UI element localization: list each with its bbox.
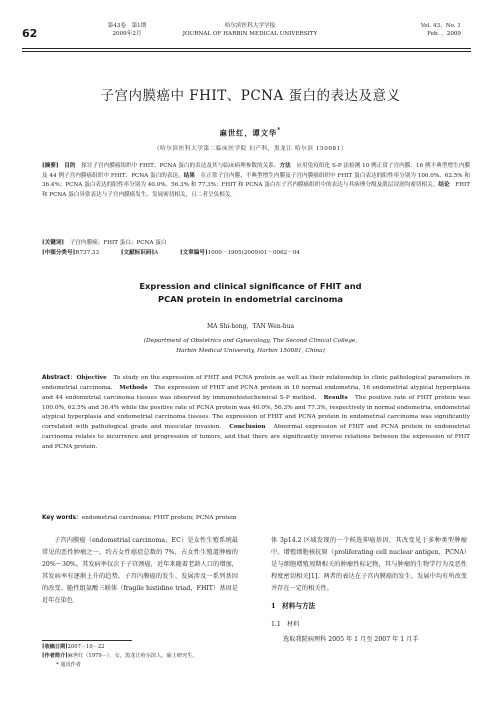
results-text: The positive rate of FHIT protein was 100.0%, 62.5% and 36.4% while the positive rate of PCNA protein was 40.0%, 56.3% and 77.3%, respectively in normal endometria, endometrial atypical hyperplasia and endometrial carcinoma tissues. The expression of FHIT and PCNA protein in endometrial carcinoma was significantly correlated with pathological grade and muscular invasion. bbox=[42, 394, 470, 431]
keywords-label-en: Key words： bbox=[42, 515, 82, 521]
footnote bbox=[42, 643, 238, 670]
doc-value: A bbox=[154, 250, 159, 256]
clc-value: R737.33 bbox=[75, 250, 100, 256]
corresponding-mark: * bbox=[277, 127, 282, 134]
header-rule-thin bbox=[22, 51, 471, 52]
methods-text: The expression of FHIT and PCNA protein in 10 normal endometria, 16 endometrial atypical hyperplasia and 44 endometrial carcinoma tissues was observed by immunohistochemical S-P method. bbox=[42, 384, 470, 401]
affiliation-english bbox=[0, 336, 501, 356]
section-heading: 1 材料与方法 bbox=[271, 602, 316, 610]
received-value: 2007－10－22 bbox=[67, 644, 105, 650]
volume-issue bbox=[96, 22, 158, 38]
conclusion-label-en: Conclusion bbox=[229, 424, 266, 431]
clc-label: [中图分类号] bbox=[42, 250, 76, 256]
corresponding-author: * 通讯作者 bbox=[56, 662, 81, 668]
conclusion-label-cn: 结论 bbox=[438, 182, 450, 189]
authors-english: MA Shi-hong，TAN Wen-hua bbox=[206, 323, 295, 330]
result-text: 在正常子宫内膜、不典型增生内膜及子宫内膜癌组织中 FHIT 蛋白表达的阳性率分别为 100.0%、62.5% 和 36.4%；PCNA 蛋白表达的阳性率分别为 40.0%、56.3% 和 77.3%；FHIT 和 PCNA 蛋白在子宫内膜癌组织中的表达与其病理分级及肌层浸润均密切相关。 bbox=[42, 172, 470, 189]
conclusion-text-cn: FHIT 和 PCNA 蛋白异常表达与子宫内膜癌发生、发展密切相关，且二者呈负相关。 bbox=[42, 182, 470, 198]
affiliation-chinese: （哈尔滨医科大学第二临床医学院 妇产科，黑龙江 哈尔滨 150081） bbox=[153, 146, 348, 152]
body-column-left: 子宫内膜癌（endometrial carcinoma，EC）是女性生殖系统最常见的恶性肿瘤之一，约占女性癌症总数的 7%，占女性生殖道肿瘤的 20%～30%。其发病率仅次于子宫颈癌，近年来随着老龄人口的增加，其发病率有逐渐上升的趋势。子宫内膜癌的发生、发展涉及一系列基因的改变。脆性组氨酸三联体（fragile histidine triad，FHIT）基因是近年在染色 bbox=[42, 537, 238, 604]
title-english-line2: PCAN protein in endometrial carcinoma bbox=[158, 293, 343, 304]
running-header bbox=[0, 18, 501, 52]
result-label: 结果 bbox=[183, 172, 196, 179]
abstract-english bbox=[42, 374, 470, 453]
abstract-chinese bbox=[42, 162, 470, 200]
author-bio-label: [作者简介] bbox=[42, 653, 68, 659]
date-line: 2009年2月 bbox=[112, 31, 142, 37]
header-rule-thick bbox=[22, 48, 471, 49]
keywords-chinese bbox=[42, 238, 470, 246]
volume-issue-en bbox=[421, 22, 461, 38]
purpose-label: 目的 bbox=[64, 163, 76, 169]
author-names-cn: 麻世红，谭文华 bbox=[219, 128, 278, 138]
results-label: Results bbox=[323, 394, 348, 401]
subsection-heading: 1.1 材料 bbox=[271, 621, 300, 628]
purpose-text: 探讨子宫内膜癌组织中 FHIT、PCNA 蛋白的表达及其与临床病理参数的关系。 bbox=[81, 163, 280, 169]
methods-label: Methods bbox=[119, 384, 148, 391]
abstract-label-cn: [摘要] bbox=[42, 163, 59, 169]
received-label: [收稿日期] bbox=[42, 644, 68, 650]
keywords-text-en: endometrial carcinoma; FHIT protein; PCNA protein bbox=[81, 515, 237, 521]
article-label: [文章编号] bbox=[179, 250, 208, 256]
page-number: 62 bbox=[22, 27, 38, 40]
journal-name-cn: 哈尔滨医科大学学报 bbox=[224, 23, 276, 29]
keywords-label-cn: [关键词] bbox=[42, 240, 65, 246]
clc-code bbox=[42, 250, 109, 256]
objective-label: Objective bbox=[76, 375, 107, 381]
method-text: 应用免疫组化 S-P 法检测 10 例正常子宫内膜、16 例不典型增生内膜及 44 例子宫内膜癌组织中 FHIT、PCNA 蛋白的表达。 bbox=[42, 163, 470, 179]
abstract-label-en: Abstract： bbox=[42, 375, 77, 381]
article-value: 1000－1905(2009)01－0062－04 bbox=[207, 250, 300, 256]
classification-line bbox=[42, 248, 470, 256]
title-english-line1: Expression and clinical significance of FHIT and bbox=[139, 281, 362, 291]
body-column-right: 体 3p14.2 区域发现的一个候选抑癌基因，其改变见于多种类型肿瘤中。增殖细胞核抗原（proliferating cell nuclear antigen，PCNA）是与细胞增殖周期相关的肿瘤性标记物，其与肿瘤的生物学行为及恶性程度密切相关[1]。两者的表达在子宫内膜癌的发生、发展中均有所改变并存在一定的相关性。 bbox=[271, 537, 467, 592]
doc-code bbox=[121, 250, 168, 256]
journal-name bbox=[170, 22, 330, 38]
conclusion-text-en: Abnormal expression of FHIT and PCNA protein in endometrial carcinoma relates to incurrence and progression of tumors, and that there are significantly inverse relations between the expression of FHIT and PCNA protein. bbox=[42, 424, 470, 450]
received-date bbox=[42, 643, 238, 652]
journal-name-en: JOURNAL OF HARBIN MEDICAL UNIVERSITY bbox=[182, 31, 318, 37]
keywords-text-cn: 子宫内膜癌；FHIT 蛋白；PCNA 蛋白 bbox=[69, 240, 167, 246]
author-bio-text: 麻世红（1979－），女，黑龙江哈尔滨人，硕士研究生。 bbox=[67, 653, 198, 659]
method-label: 方法 bbox=[279, 163, 291, 169]
volume-line: 第43卷 第1期 bbox=[107, 23, 147, 29]
author-bio bbox=[42, 652, 238, 661]
footnote-rule bbox=[42, 640, 132, 641]
volume-line-en: Vol. 43，No. 1 bbox=[420, 23, 461, 29]
objective-text: To study on the expression of FHIT and PCNA protein as well as their relationship to clinic pathological parameters in endometrial carcinoma. bbox=[42, 375, 470, 391]
keywords-english bbox=[42, 512, 470, 521]
title-chinese: 子宫内膜癌中 FHIT、PCNA 蛋白的表达及意义 bbox=[100, 88, 401, 104]
doc-label: [文献标识码] bbox=[120, 250, 155, 256]
section-text: 选取我院病理科 2005 年 1 月至 2007 年 1 月手 bbox=[283, 636, 419, 643]
affiliation-english-line2: Harbin Medical University, Harbin 150081, China) bbox=[176, 348, 325, 354]
date-line-en: Feb. ，2009 bbox=[427, 31, 461, 37]
title-english bbox=[0, 280, 501, 305]
article-code bbox=[180, 250, 310, 256]
authors-chinese bbox=[0, 127, 501, 138]
affiliation-english-line1: (Department of Obstetrics and Gynecology, The Second Clinical College, bbox=[143, 338, 358, 344]
